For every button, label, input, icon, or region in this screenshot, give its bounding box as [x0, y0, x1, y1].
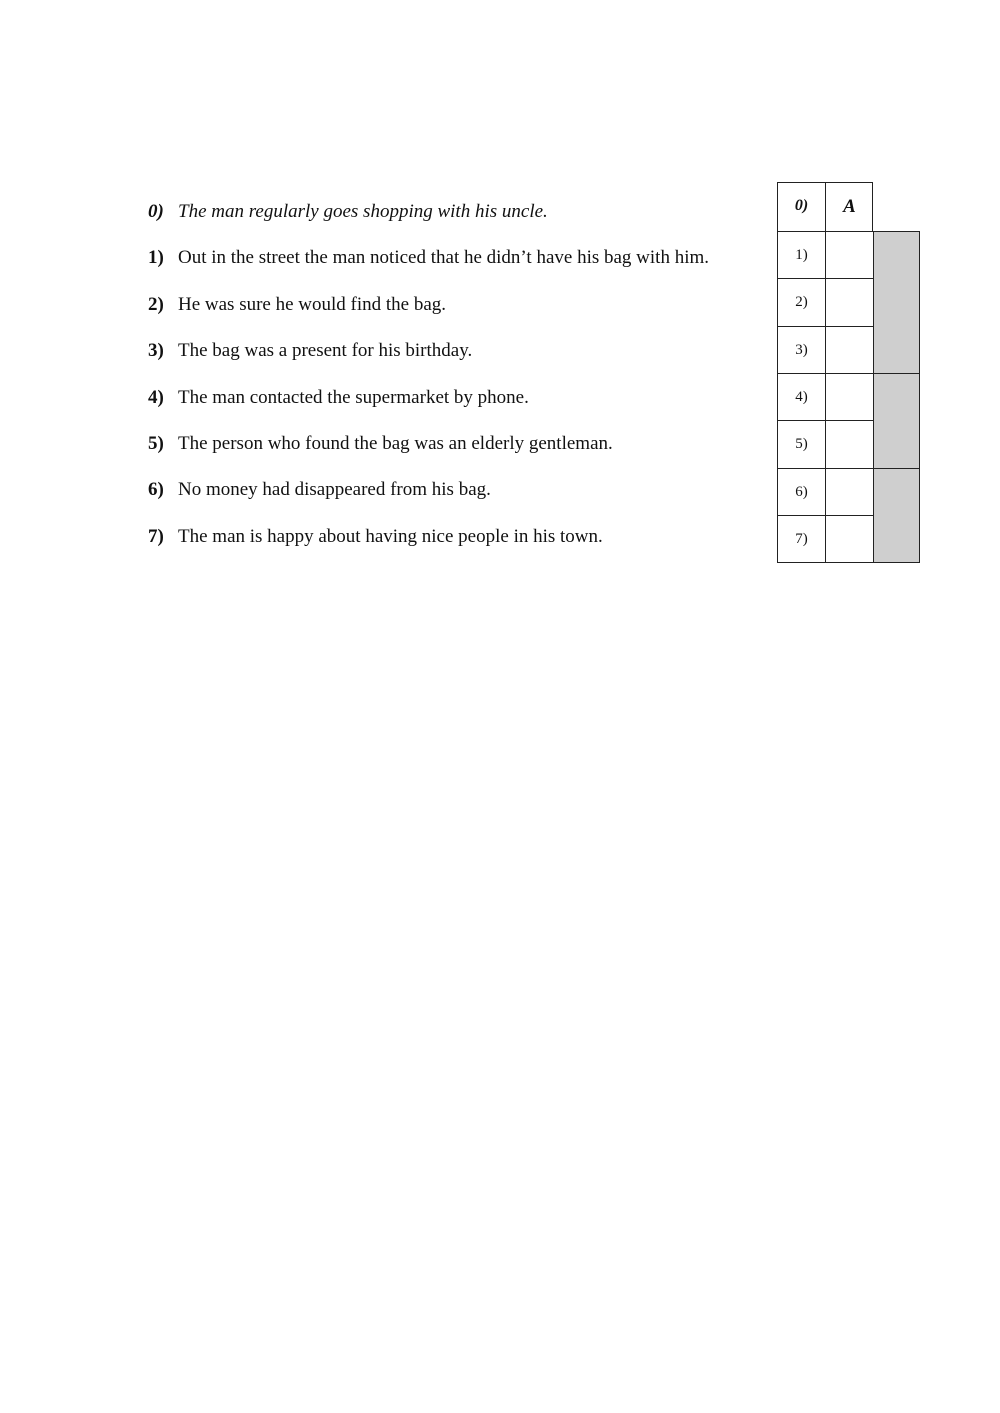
grid-label-3: 3): [777, 326, 825, 373]
statement-number: 5): [148, 433, 164, 454]
grid-label-6: 6): [777, 468, 825, 515]
grid-answer-cell-1[interactable]: [825, 231, 873, 278]
grid-label-4: 4): [777, 373, 825, 420]
statement-text: No money had disappeared from his bag.: [178, 479, 491, 500]
statement-text: Out in the street the man noticed that he didn’t have his bag with him.: [178, 247, 710, 268]
statement-text: The man regularly goes shopping with his uncle.: [178, 201, 548, 222]
statement-number: 3): [148, 340, 164, 361]
statement-number: 6): [148, 479, 164, 500]
statement-text: The man is happy about having nice people in his town.: [178, 526, 603, 547]
answer-grid: [0, 0, 1000, 600]
grid-answer-cell-7[interactable]: [825, 515, 873, 563]
shaded-group-6-7: [873, 468, 920, 563]
grid-label-5: 5): [777, 420, 825, 468]
grid-label-2: 2): [777, 278, 825, 326]
grid-answer-cell-3[interactable]: [825, 326, 873, 373]
grid-answer-cell-4[interactable]: [825, 373, 873, 420]
statement-number: 7): [148, 526, 164, 547]
grid-edge-bottom: [777, 562, 920, 563]
grid-label-7: 7): [777, 515, 825, 563]
grid-answer-cell-2[interactable]: [825, 278, 873, 326]
statement-text: The man contacted the supermarket by phone.: [178, 387, 529, 408]
grid-edge-right: [919, 231, 920, 563]
grid-label-1: 1): [777, 231, 825, 278]
shaded-group-1-3: [873, 231, 920, 373]
statement-number: 4): [148, 387, 164, 408]
grid-answer-cell-6[interactable]: [825, 468, 873, 515]
statement-number: 2): [148, 294, 164, 315]
shaded-group-4-5: [873, 373, 920, 468]
statement-number: 0): [148, 201, 164, 222]
statement-text: The bag was a present for his birthday.: [178, 340, 473, 361]
statement-text: The person who found the bag was an elderly gentleman.: [178, 433, 613, 454]
grid-answer-example: A: [825, 182, 873, 231]
grid-label-example: 0): [777, 182, 825, 231]
grid-answer-cell-5[interactable]: [825, 420, 873, 468]
grid-edge-right-example: [872, 182, 873, 231]
statement-text: He was sure he would find the bag.: [178, 294, 447, 315]
statement-number: 1): [148, 247, 164, 268]
